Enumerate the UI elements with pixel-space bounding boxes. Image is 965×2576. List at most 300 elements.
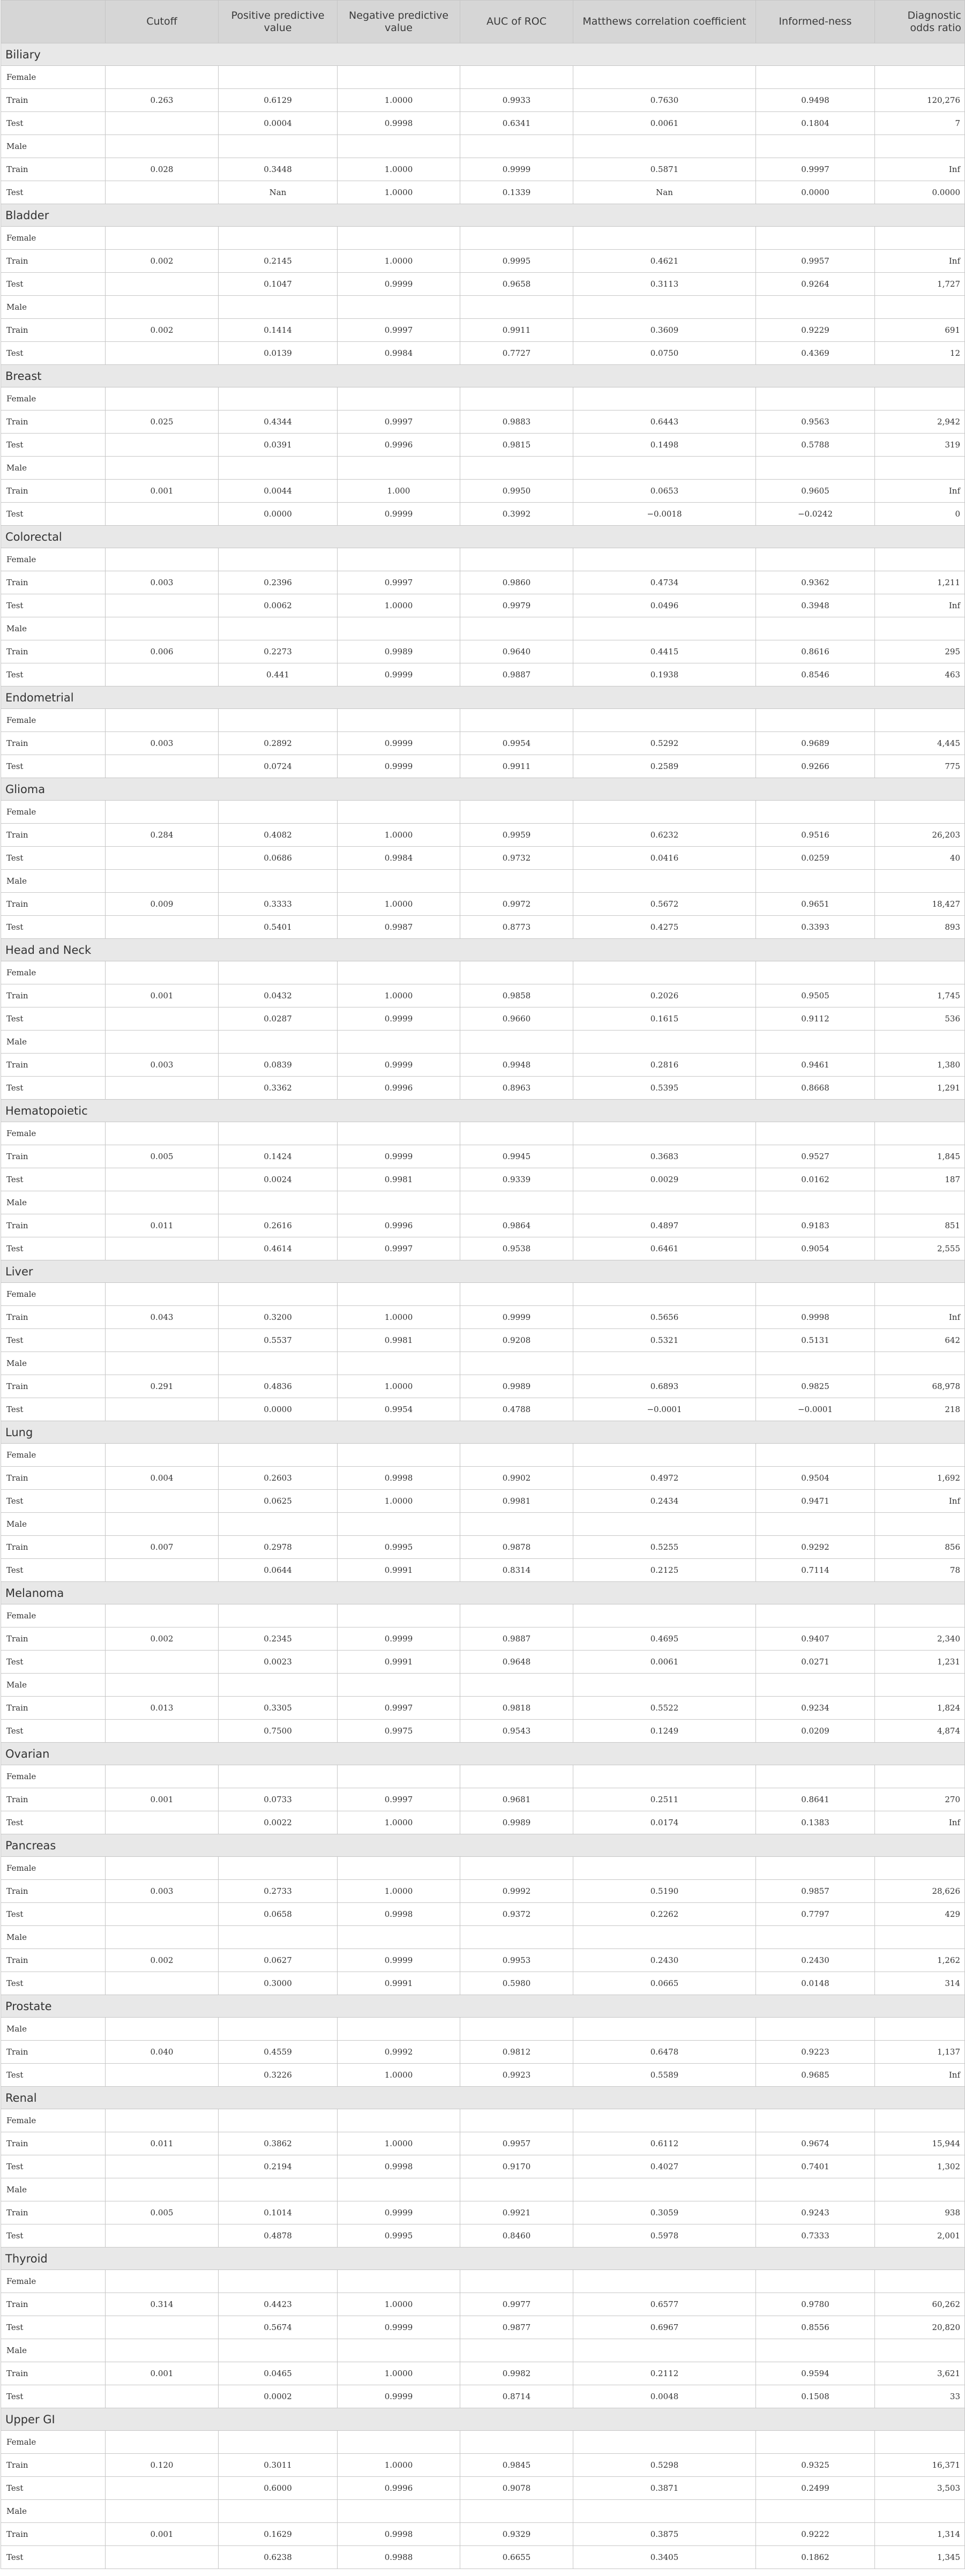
empty-cell <box>875 2270 965 2293</box>
group-name: Hematopoietic <box>1 1100 965 1122</box>
dor-cell: 856 <box>875 1536 965 1559</box>
cutoff-cell: 0.003 <box>106 1054 219 1077</box>
empty-cell <box>219 961 338 984</box>
npv-cell: 0.9999 <box>338 2385 460 2408</box>
dor-cell: 2,555 <box>875 1237 965 1260</box>
set-label: Test <box>1 2064 106 2087</box>
table-row <box>1 1811 965 1834</box>
ppv-cell: 0.2194 <box>219 2155 338 2178</box>
sex-row <box>1 296 965 319</box>
cutoff-cell: 0.314 <box>106 2293 219 2316</box>
ppv-cell: 0.0724 <box>219 755 338 778</box>
table-row <box>1 1972 965 1995</box>
auc-cell: 0.9640 <box>460 640 573 663</box>
empty-cell <box>106 2270 219 2293</box>
mcc-cell: 0.2816 <box>573 1054 756 1077</box>
set-label: Test <box>1 916 106 939</box>
empty-cell <box>106 1122 219 1145</box>
table-row <box>1 663 965 686</box>
empty-cell <box>106 1765 219 1788</box>
cutoff-cell <box>106 181 219 204</box>
cutoff-cell <box>106 434 219 457</box>
empty-cell <box>756 296 875 319</box>
cutoff-cell <box>106 2385 219 2408</box>
set-label: Train <box>1 1306 106 1329</box>
informedness-cell: 0.9234 <box>756 1697 875 1720</box>
informedness-cell: 0.4369 <box>756 342 875 365</box>
informedness-cell: 0.2430 <box>756 1949 875 1972</box>
mcc-cell: 0.5589 <box>573 2064 756 2087</box>
dor-cell: Inf <box>875 250 965 273</box>
auc-cell: 0.9989 <box>460 1811 573 1834</box>
informedness-cell: −0.0242 <box>756 503 875 526</box>
cutoff-cell <box>106 1398 219 1421</box>
empty-cell <box>460 1765 573 1788</box>
sex-row <box>1 2270 965 2293</box>
npv-cell: 1.0000 <box>338 1490 460 1513</box>
empty-cell <box>219 387 338 410</box>
table-row <box>1 480 965 503</box>
sex-label: Female <box>1 1604 106 1627</box>
sex-row <box>1 961 965 984</box>
empty-cell <box>756 2500 875 2523</box>
empty-cell <box>460 227 573 250</box>
empty-cell <box>460 2500 573 2523</box>
empty-cell <box>460 1031 573 1054</box>
empty-cell <box>573 1031 756 1054</box>
npv-cell: 1.0000 <box>338 1811 460 1834</box>
group-row <box>1 1260 965 1283</box>
auc-cell: 0.9339 <box>460 1168 573 1191</box>
empty-cell <box>460 1926 573 1949</box>
informedness-cell: 0.9498 <box>756 89 875 112</box>
empty-cell <box>106 1604 219 1627</box>
empty-cell <box>338 801 460 824</box>
informedness-cell: 0.0000 <box>756 181 875 204</box>
ppv-cell: 0.4836 <box>219 1375 338 1398</box>
empty-cell <box>219 1283 338 1306</box>
sex-label: Male <box>1 457 106 480</box>
informedness-cell: 0.3393 <box>756 916 875 939</box>
empty-cell <box>106 2500 219 2523</box>
dor-cell: 642 <box>875 1329 965 1352</box>
empty-cell <box>573 1191 756 1214</box>
set-label: Train <box>1 640 106 663</box>
auc-cell: 0.9979 <box>460 594 573 617</box>
informedness-cell: 0.0259 <box>756 847 875 870</box>
empty-cell <box>338 66 460 89</box>
empty-cell <box>338 1191 460 1214</box>
empty-cell <box>219 709 338 732</box>
empty-cell <box>875 801 965 824</box>
table-row <box>1 181 965 204</box>
set-label: Test <box>1 112 106 135</box>
empty-cell <box>756 1604 875 1627</box>
sex-row <box>1 2500 965 2523</box>
empty-cell <box>756 1513 875 1536</box>
ppv-cell: 0.0022 <box>219 1811 338 1834</box>
mcc-cell: 0.6893 <box>573 1375 756 1398</box>
empty-cell <box>338 1513 460 1536</box>
group-row <box>1 1834 965 1857</box>
cutoff-cell <box>106 2477 219 2500</box>
sex-label: Male <box>1 870 106 893</box>
set-label: Train <box>1 2132 106 2155</box>
sex-row <box>1 801 965 824</box>
cutoff-cell <box>106 916 219 939</box>
npv-cell: 0.9999 <box>338 2201 460 2224</box>
set-label: Train <box>1 1697 106 1720</box>
cutoff-cell: 0.002 <box>106 250 219 273</box>
auc-cell: 0.9878 <box>460 1536 573 1559</box>
empty-cell <box>106 66 219 89</box>
mcc-cell: 0.3609 <box>573 319 756 342</box>
table-row <box>1 2201 965 2224</box>
npv-cell: 0.9998 <box>338 2523 460 2546</box>
informedness-cell: 0.9222 <box>756 2523 875 2546</box>
informedness-cell: 0.9516 <box>756 824 875 847</box>
npv-cell: 0.9999 <box>338 1627 460 1651</box>
informedness-cell: 0.9229 <box>756 319 875 342</box>
dor-cell: 4,445 <box>875 732 965 755</box>
npv-cell: 0.9999 <box>338 732 460 755</box>
empty-cell <box>460 1513 573 1536</box>
group-name: Liver <box>1 1260 965 1283</box>
dor-cell: 314 <box>875 1972 965 1995</box>
empty-cell <box>875 1031 965 1054</box>
empty-cell <box>460 870 573 893</box>
sex-label: Male <box>1 1191 106 1214</box>
cutoff-cell <box>106 1168 219 1191</box>
mcc-cell: 0.5871 <box>573 158 756 181</box>
informedness-cell: 0.7333 <box>756 2224 875 2248</box>
empty-cell <box>875 961 965 984</box>
mcc-cell: 0.7630 <box>573 89 756 112</box>
mcc-cell: 0.4027 <box>573 2155 756 2178</box>
empty-cell <box>875 1765 965 1788</box>
ppv-cell: 0.1629 <box>219 2523 338 2546</box>
mcc-cell: 0.1615 <box>573 1007 756 1031</box>
empty-cell <box>573 709 756 732</box>
auc-cell: 0.9858 <box>460 984 573 1007</box>
group-name: Head and Neck <box>1 939 965 961</box>
informedness-cell: 0.9780 <box>756 2293 875 2316</box>
dor-cell: 20,820 <box>875 2316 965 2339</box>
mcc-cell: 0.4734 <box>573 571 756 594</box>
set-label: Test <box>1 1903 106 1926</box>
ppv-cell: 0.5674 <box>219 2316 338 2339</box>
empty-cell <box>219 1031 338 1054</box>
cutoff-cell <box>106 503 219 526</box>
empty-cell <box>875 1604 965 1627</box>
set-label: Test <box>1 1559 106 1582</box>
ppv-cell: 0.0432 <box>219 984 338 1007</box>
set-label: Test <box>1 847 106 870</box>
empty-cell <box>460 1604 573 1627</box>
dor-cell: 1,692 <box>875 1467 965 1490</box>
empty-cell <box>875 709 965 732</box>
ppv-cell: Nan <box>219 181 338 204</box>
sex-row <box>1 1444 965 1467</box>
cutoff-cell <box>106 1811 219 1834</box>
empty-cell <box>573 227 756 250</box>
set-label: Test <box>1 1720 106 1743</box>
empty-cell <box>106 1352 219 1375</box>
set-label: Train <box>1 250 106 273</box>
ppv-cell: 0.3226 <box>219 2064 338 2087</box>
empty-cell <box>875 2500 965 2523</box>
set-label: Test <box>1 2477 106 2500</box>
set-label: Train <box>1 2293 106 2316</box>
npv-cell: 1.0000 <box>338 594 460 617</box>
group-name: Ovarian <box>1 1743 965 1765</box>
group-name: Biliary <box>1 43 965 66</box>
empty-cell <box>460 457 573 480</box>
sex-row <box>1 2431 965 2454</box>
empty-cell <box>573 135 756 158</box>
empty-cell <box>573 1674 756 1697</box>
sex-row <box>1 66 965 89</box>
informedness-cell: −0.0001 <box>756 1398 875 1421</box>
group-row <box>1 526 965 548</box>
dor-cell: 851 <box>875 1214 965 1237</box>
set-label: Train <box>1 1467 106 1490</box>
empty-cell <box>460 801 573 824</box>
empty-cell <box>460 1352 573 1375</box>
set-label: Train <box>1 2041 106 2064</box>
cutoff-cell: 0.002 <box>106 1949 219 1972</box>
empty-cell <box>219 66 338 89</box>
sex-label: Male <box>1 135 106 158</box>
dor-cell: 691 <box>875 319 965 342</box>
informedness-cell: 0.9825 <box>756 1375 875 1398</box>
dor-cell: 2,001 <box>875 2224 965 2248</box>
empty-cell <box>338 1674 460 1697</box>
sex-row <box>1 2339 965 2362</box>
ppv-cell: 0.0044 <box>219 480 338 503</box>
header-mcc: Matthews correlation coefficient <box>573 1 756 43</box>
empty-cell <box>460 1857 573 1880</box>
npv-cell: 1.0000 <box>338 893 460 916</box>
empty-cell <box>875 870 965 893</box>
mcc-cell: 0.4695 <box>573 1627 756 1651</box>
set-label: Test <box>1 2385 106 2408</box>
empty-cell <box>756 1765 875 1788</box>
ppv-cell: 0.0002 <box>219 2385 338 2408</box>
mcc-cell: 0.1938 <box>573 663 756 686</box>
empty-cell <box>573 617 756 640</box>
group-row <box>1 2248 965 2270</box>
mcc-cell: −0.0018 <box>573 503 756 526</box>
table-row <box>1 1627 965 1651</box>
mcc-cell: 0.4972 <box>573 1467 756 1490</box>
ppv-cell: 0.0391 <box>219 434 338 457</box>
npv-cell: 0.9998 <box>338 1903 460 1926</box>
cutoff-cell: 0.025 <box>106 410 219 434</box>
sex-row <box>1 1857 965 1880</box>
mcc-cell: 0.4275 <box>573 916 756 939</box>
ppv-cell: 0.7500 <box>219 1720 338 1743</box>
ppv-cell: 0.2396 <box>219 571 338 594</box>
dor-cell: 18,427 <box>875 893 965 916</box>
empty-cell <box>106 870 219 893</box>
dor-cell: 2,942 <box>875 410 965 434</box>
table-row <box>1 824 965 847</box>
dor-cell: 187 <box>875 1168 965 1191</box>
npv-cell: 0.9981 <box>338 1168 460 1191</box>
dor-cell: 7 <box>875 112 965 135</box>
set-label: Train <box>1 1880 106 1903</box>
npv-cell: 0.9997 <box>338 571 460 594</box>
group-row <box>1 1582 965 1604</box>
informedness-cell: 0.5131 <box>756 1329 875 1352</box>
table-row <box>1 1237 965 1260</box>
auc-cell: 0.9818 <box>460 1697 573 1720</box>
npv-cell: 1.0000 <box>338 2293 460 2316</box>
table-row <box>1 2293 965 2316</box>
cutoff-cell <box>106 2224 219 2248</box>
set-label: Test <box>1 1972 106 1995</box>
empty-cell <box>338 1926 460 1949</box>
informedness-cell: 0.9243 <box>756 2201 875 2224</box>
table-row <box>1 2362 965 2385</box>
group-row <box>1 2408 965 2431</box>
empty-cell <box>106 961 219 984</box>
auc-cell: 0.9208 <box>460 1329 573 1352</box>
dor-cell: 0 <box>875 503 965 526</box>
cutoff-cell: 0.040 <box>106 2041 219 2064</box>
set-label: Test <box>1 434 106 457</box>
npv-cell: 1.0000 <box>338 2362 460 2385</box>
ppv-cell: 0.1014 <box>219 2201 338 2224</box>
auc-cell: 0.9933 <box>460 89 573 112</box>
npv-cell: 0.9999 <box>338 273 460 296</box>
cutoff-cell <box>106 2316 219 2339</box>
empty-cell <box>756 387 875 410</box>
empty-cell <box>573 1926 756 1949</box>
auc-cell: 0.9877 <box>460 2316 573 2339</box>
set-label: Test <box>1 273 106 296</box>
informedness-cell: 0.9857 <box>756 1880 875 1903</box>
empty-cell <box>106 135 219 158</box>
set-label: Test <box>1 342 106 365</box>
mcc-cell: 0.2026 <box>573 984 756 1007</box>
set-label: Train <box>1 2523 106 2546</box>
header-npv: Negative predictive value <box>338 1 460 43</box>
empty-cell <box>875 1444 965 1467</box>
group-row <box>1 686 965 709</box>
empty-cell <box>338 1604 460 1627</box>
sex-row <box>1 387 965 410</box>
auc-cell: 0.9902 <box>460 1467 573 1490</box>
table-row <box>1 1398 965 1421</box>
empty-cell <box>756 1122 875 1145</box>
empty-cell <box>460 296 573 319</box>
ppv-cell: 0.4344 <box>219 410 338 434</box>
npv-cell: 0.9999 <box>338 1145 460 1168</box>
mcc-cell: 0.5190 <box>573 1880 756 1903</box>
table-row <box>1 2523 965 2546</box>
empty-cell <box>756 801 875 824</box>
ppv-cell: 0.4559 <box>219 2041 338 2064</box>
empty-cell <box>338 135 460 158</box>
table-row <box>1 1788 965 1811</box>
cutoff-cell: 0.007 <box>106 1536 219 1559</box>
table-row <box>1 273 965 296</box>
npv-cell: 0.9991 <box>338 1651 460 1674</box>
informedness-cell: 0.0162 <box>756 1168 875 1191</box>
auc-cell: 0.9989 <box>460 1375 573 1398</box>
ppv-cell: 0.4423 <box>219 2293 338 2316</box>
mcc-cell: 0.0653 <box>573 480 756 503</box>
npv-cell: 1.0000 <box>338 2454 460 2477</box>
empty-cell <box>573 801 756 824</box>
mcc-cell: 0.5656 <box>573 1306 756 1329</box>
empty-cell <box>338 961 460 984</box>
cutoff-cell <box>106 1559 219 1582</box>
set-label: Train <box>1 158 106 181</box>
informedness-cell: 0.9362 <box>756 571 875 594</box>
cutoff-cell <box>106 112 219 135</box>
cutoff-cell: 0.120 <box>106 2454 219 2477</box>
npv-cell: 0.9997 <box>338 410 460 434</box>
empty-cell <box>219 801 338 824</box>
dor-cell: Inf <box>875 1811 965 1834</box>
table-row <box>1 1306 965 1329</box>
set-label: Test <box>1 594 106 617</box>
npv-cell: 1.0000 <box>338 1880 460 1903</box>
ppv-cell: 0.3862 <box>219 2132 338 2155</box>
empty-cell <box>219 1122 338 1145</box>
set-label: Train <box>1 1214 106 1237</box>
cutoff-cell: 0.002 <box>106 1627 219 1651</box>
ppv-cell: 0.2273 <box>219 640 338 663</box>
header-row <box>1 1 965 43</box>
empty-cell <box>875 1857 965 1880</box>
informedness-cell: 0.9264 <box>756 273 875 296</box>
empty-cell <box>573 1444 756 1467</box>
cutoff-cell: 0.003 <box>106 571 219 594</box>
empty-cell <box>219 548 338 571</box>
empty-cell <box>573 1604 756 1627</box>
empty-cell <box>573 2500 756 2523</box>
set-label: Train <box>1 732 106 755</box>
mcc-cell: 0.5672 <box>573 893 756 916</box>
empty-cell <box>756 617 875 640</box>
auc-cell: 0.9945 <box>460 1145 573 1168</box>
table-row <box>1 732 965 755</box>
empty-cell <box>756 2018 875 2041</box>
npv-cell: 1.0000 <box>338 824 460 847</box>
empty-cell <box>460 617 573 640</box>
mcc-cell: 0.5978 <box>573 2224 756 2248</box>
empty-cell <box>338 296 460 319</box>
npv-cell: 1.0000 <box>338 250 460 273</box>
group-name: Upper GI <box>1 2408 965 2431</box>
cutoff-cell: 0.001 <box>106 2362 219 2385</box>
auc-cell: 0.9954 <box>460 732 573 755</box>
dor-cell: 33 <box>875 2385 965 2408</box>
table-row <box>1 847 965 870</box>
ppv-cell: 0.0000 <box>219 503 338 526</box>
dor-cell: 1,345 <box>875 2546 965 2569</box>
empty-cell <box>573 296 756 319</box>
npv-cell: 0.9999 <box>338 1054 460 1077</box>
ppv-cell: 0.3362 <box>219 1077 338 1100</box>
dor-cell: 40 <box>875 847 965 870</box>
auc-cell: 0.9543 <box>460 1720 573 1743</box>
ppv-cell: 0.3000 <box>219 1972 338 1995</box>
